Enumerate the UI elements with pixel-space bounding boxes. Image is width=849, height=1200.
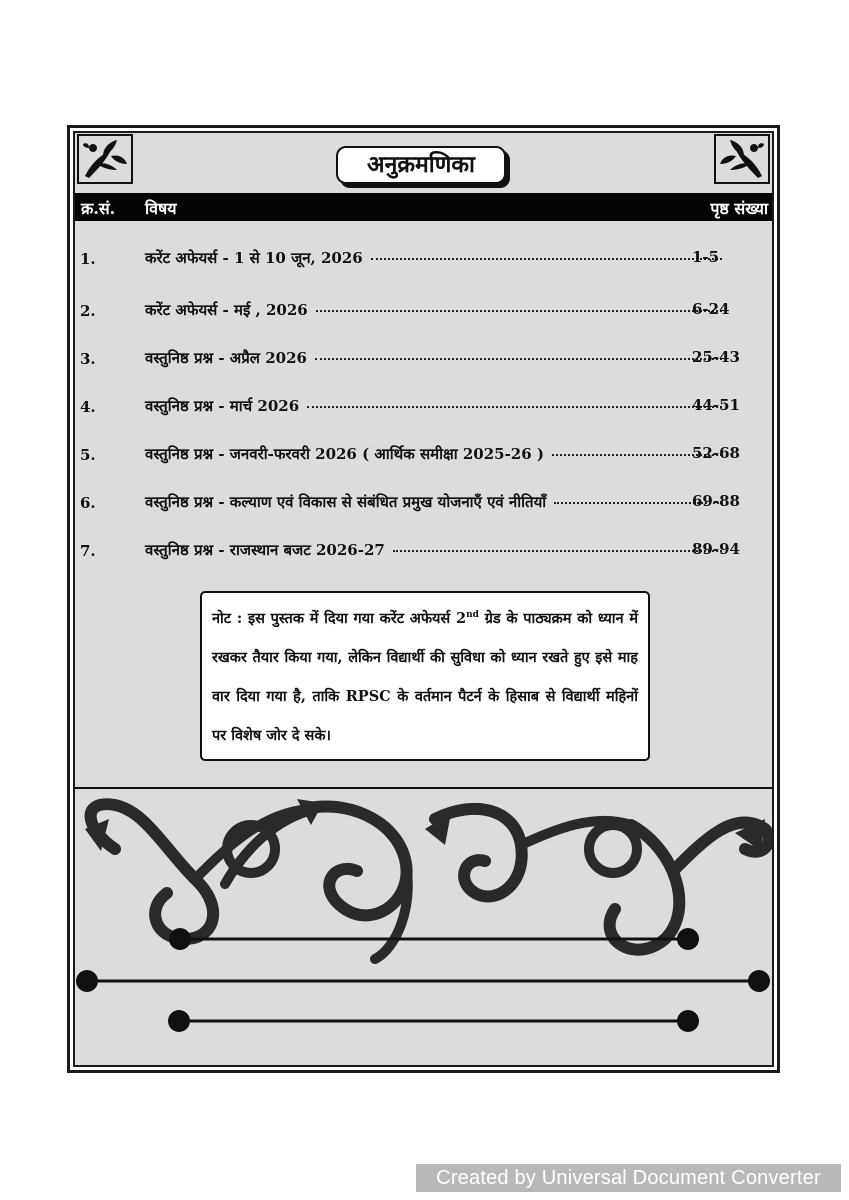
- dotted-leader: [316, 310, 722, 312]
- toc-entry-title: वस्तुनिष्ठ प्रश्न - मार्च 2026: [145, 397, 300, 415]
- scroll-swirl-ornament-icon: [75, 789, 772, 1065]
- toc-entry-number: 2.: [80, 302, 96, 320]
- column-header-sno: क्र.सं.: [81, 199, 116, 218]
- index-title: अनुक्रमणिका: [336, 146, 506, 184]
- toc-entry[interactable]: [75, 346, 772, 372]
- toc-entry-pages: 69-88: [692, 492, 740, 510]
- toc-entry-number: 5.: [80, 446, 96, 464]
- toc-entry-title: वस्तुनिष्ठ प्रश्न - अप्रैल 2026: [145, 349, 307, 367]
- toc-entry-number: 3.: [80, 350, 96, 368]
- toc-entry[interactable]: [75, 442, 772, 468]
- toc-entry-number: 1.: [80, 250, 96, 268]
- toc-entry-title: वस्तुनिष्ठ प्रश्न - कल्याण एवं विकास से संबंधित प्रमुख योजनाएँ एवं नीतियाँ: [145, 493, 547, 511]
- toc-entry[interactable]: [75, 298, 772, 324]
- toc-entry[interactable]: [75, 246, 772, 272]
- toc-entry-pages: 25-43: [692, 348, 740, 366]
- toc-entry[interactable]: [75, 490, 772, 516]
- toc-entry-title: करेंट अफेयर्स - मई , 2026: [145, 301, 308, 319]
- toc-entry-pages: 89-94: [692, 540, 740, 558]
- note-box: [200, 591, 650, 761]
- floral-corner-icon: [77, 134, 133, 184]
- toc-entry-title: वस्तुनिष्ठ प्रश्न - राजस्थान बजट 2026-27: [145, 541, 385, 559]
- dotted-leader: [371, 258, 722, 260]
- toc-entry-pages: 6-24: [692, 300, 730, 318]
- toc-entry-title: करेंट अफेयर्स - 1 से 10 जून, 2026: [145, 249, 363, 267]
- note-superscript: nd: [466, 610, 479, 621]
- dotted-leader: [315, 358, 722, 360]
- toc-entry-pages: 52-68: [692, 444, 740, 462]
- toc-entry[interactable]: [75, 538, 772, 564]
- toc-entry-number: 7.: [80, 542, 96, 560]
- dotted-leader: [393, 550, 722, 552]
- toc-entry-number: 4.: [80, 398, 96, 416]
- toc-entry-pages: 1-5: [692, 248, 720, 266]
- converter-watermark: Created by Universal Document Converter: [416, 1164, 841, 1192]
- table-header: [75, 193, 772, 221]
- column-header-page: पृष्ठ संख्या: [710, 199, 768, 218]
- note-text-start: नोट : इस पुस्तक में दिया गया करेंट अफेयर्स 2: [212, 610, 467, 627]
- floral-corner-icon: [714, 134, 770, 184]
- column-header-subject: विषय: [145, 199, 177, 218]
- toc-entry[interactable]: [75, 394, 772, 420]
- toc-entry-pages: 44-51: [692, 396, 740, 414]
- note-text-rest: ग्रेड के पाठ्यक्रम को ध्यान में रखकर तैयार किया गया, लेकिन विद्यार्थी की सुविधा को ध्यान रखते हुए इसे माह वार दिया गया है, ताकि RPSC के वर्तमान पैटर्न के हिसाब से विद्यार्थी महिनों पर विशेष जोर दे सके।: [212, 610, 638, 744]
- toc-entry-title: वस्तुनिष्ठ प्रश्न - जनवरी-फरवरी 2026 ( आर्थिक समीक्षा 2025-26 ): [145, 445, 544, 463]
- toc-entry-number: 6.: [80, 494, 96, 512]
- dotted-leader: [307, 406, 722, 408]
